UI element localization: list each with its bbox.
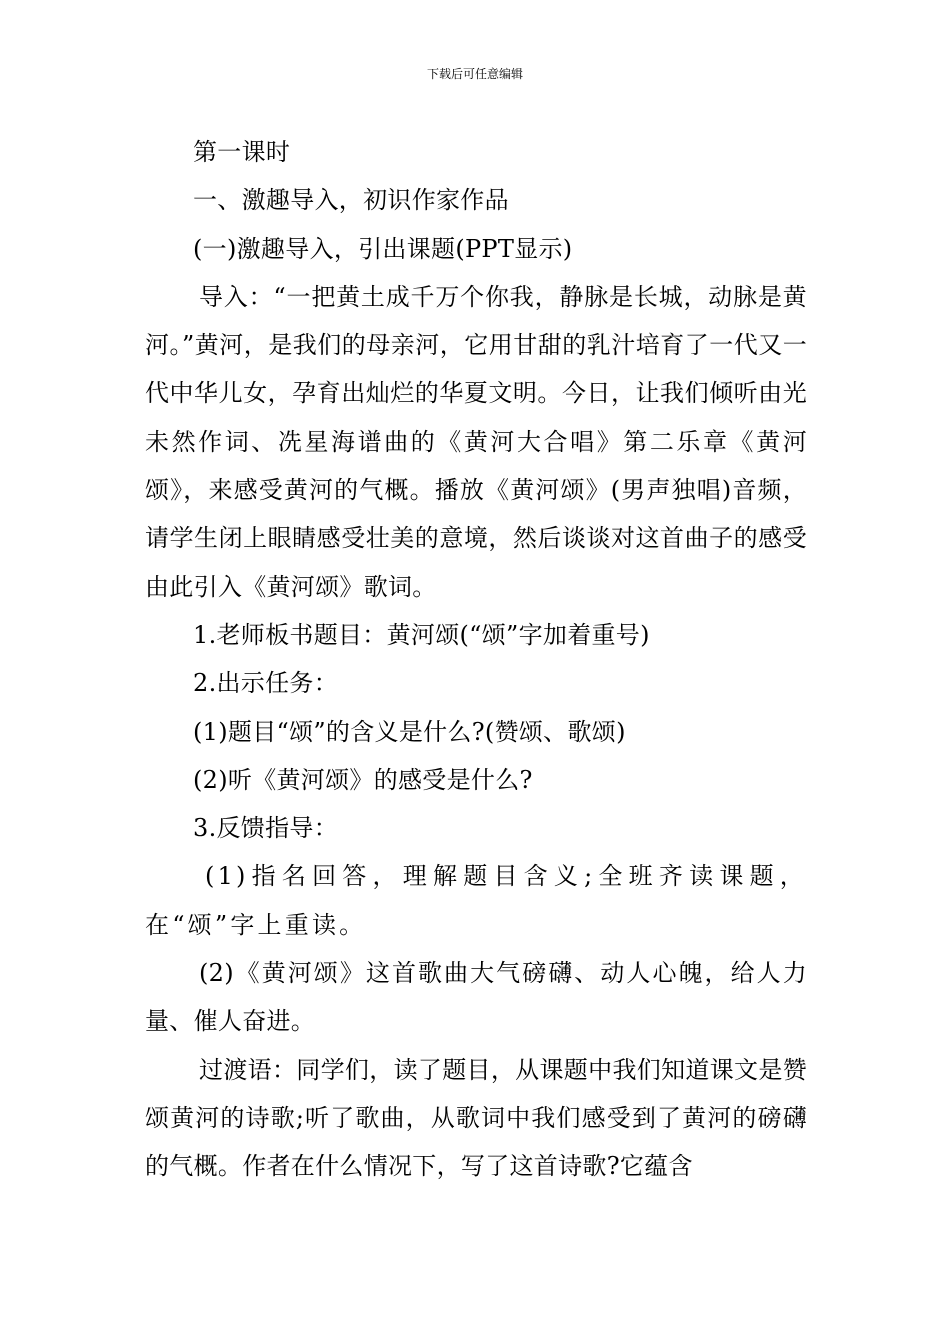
list-item-2: 2.出示任务： xyxy=(193,669,338,698)
list-item-1: 1.老师板书题目：黄河颂(“颂”字加着重号) xyxy=(193,620,650,649)
task-item-2: (2)听《黄河颂》的感受是什么? xyxy=(193,765,533,794)
subsection-heading: (一)激趣导入，引出课题(PPT显示) xyxy=(193,234,573,263)
page-header: 下载后可任意编辑 xyxy=(426,67,523,81)
task-item-1: (1)题目“颂”的含义是什么?(赞颂、歌颂) xyxy=(193,717,626,746)
intro-paragraph: 导入：“一把黄土成千万个你我，静脉是长城，动脉是黄河。”黄河，是我们的母亲河，它用甘甜的乳汁培育了一代又一代中华儿女，孕育出灿烂的华夏文明。今日，让我们倾听由光未然作词、冼星海谱曲的《黄河大合唱》第二乐章《黄河颂》，来感受黄河的气概。播放《黄河颂》(男声独唱)音频，请学生闭上眼睛感受壮美的意境，然后谈谈对这首曲子的感受由此引入《黄河颂》歌词。 xyxy=(145,282,807,601)
document-body xyxy=(145,128,807,1191)
feedback-item-2: (2)《黄河颂》这首歌曲大气磅礴、动人心魄，给人力量、催人奋进。 xyxy=(145,959,807,1036)
section-heading: 一、激趣导入，初识作家作品 xyxy=(193,186,509,215)
lesson-period-heading: 第一课时 xyxy=(193,138,291,166)
list-item-3: 3.反馈指导： xyxy=(193,814,338,843)
feedback-item-1: (1)指名回答，理解题目含义;全班齐读课题，在“颂”字上重读。 xyxy=(145,862,807,939)
transition-paragraph: 过渡语：同学们，读了题目，从课题中我们知道课文是赞颂黄河的诗歌;听了歌曲，从歌词中我们感受到了黄河的磅礴的气概。作者在什么情况下，写了这首诗歌?它蕴含 xyxy=(145,1055,807,1181)
